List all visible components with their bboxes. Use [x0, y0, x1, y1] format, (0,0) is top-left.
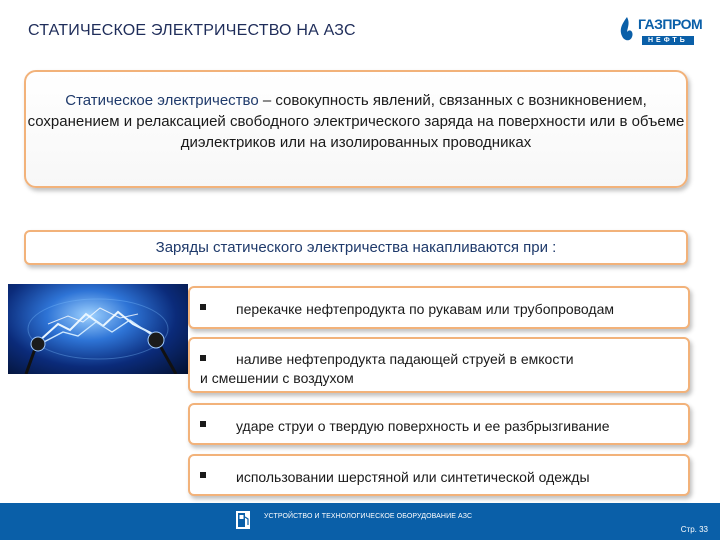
- accumulation-heading-box: [24, 230, 688, 265]
- logo-subtitle: НЕФТЬ: [642, 36, 694, 45]
- definition-box: [24, 70, 688, 188]
- bullet-text: ударе струи о твердую поверхность и ее разбрызгивание: [236, 418, 610, 434]
- gazprom-neft-logo: [618, 14, 704, 52]
- definition-text: [26, 90, 686, 153]
- bullet-text: наливе нефтепродукта падающей струей в емкости: [236, 351, 574, 367]
- definition-term: Статическое электричество: [65, 92, 259, 109]
- bullet-text-continued: и смешении с воздухом: [200, 370, 354, 386]
- bullet-item-pumping: [188, 286, 690, 329]
- page-number: Стр. 33: [680, 525, 708, 534]
- bullet-item-filling: [188, 337, 690, 393]
- bullet-text: использовании шерстяной или синтетической одежды: [236, 469, 590, 485]
- slide-title: СТАТИЧЕСКОЕ ЭЛЕКТРИЧЕСТВО НА АЗС: [28, 22, 356, 39]
- flame-icon: [618, 16, 636, 46]
- accumulation-heading: Заряды статического электричества накапливаются при :: [155, 239, 557, 256]
- footer-bar: [0, 503, 720, 540]
- electric-arc-illustration: [8, 284, 188, 374]
- bullet-item-clothing: [188, 454, 690, 496]
- bullet-text: перекачке нефтепродукта по рукавам или трубопроводам: [236, 301, 614, 317]
- definition-body: – совокупность явлений, связанных с возникновением, сохранением и релаксацией свободного электрического заряда на поверхности или в объеме диэлектриков или на изолированных проводниках: [27, 92, 685, 151]
- bullet-marker: [200, 421, 206, 427]
- logo-wordmark: ГАЗПРОМ: [638, 16, 703, 32]
- static-discharge-photo: [8, 284, 188, 374]
- bullet-marker: [200, 355, 206, 361]
- bullet-marker: [200, 472, 206, 478]
- bullet-marker: [200, 304, 206, 310]
- fuel-pump-icon: [236, 511, 250, 529]
- footer-text: УСТРОЙСТВО И ТЕХНОЛОГИЧЕСКОЕ ОБОРУДОВАНИЕ АЗС: [264, 513, 473, 520]
- bullet-item-jet-impact: [188, 403, 690, 445]
